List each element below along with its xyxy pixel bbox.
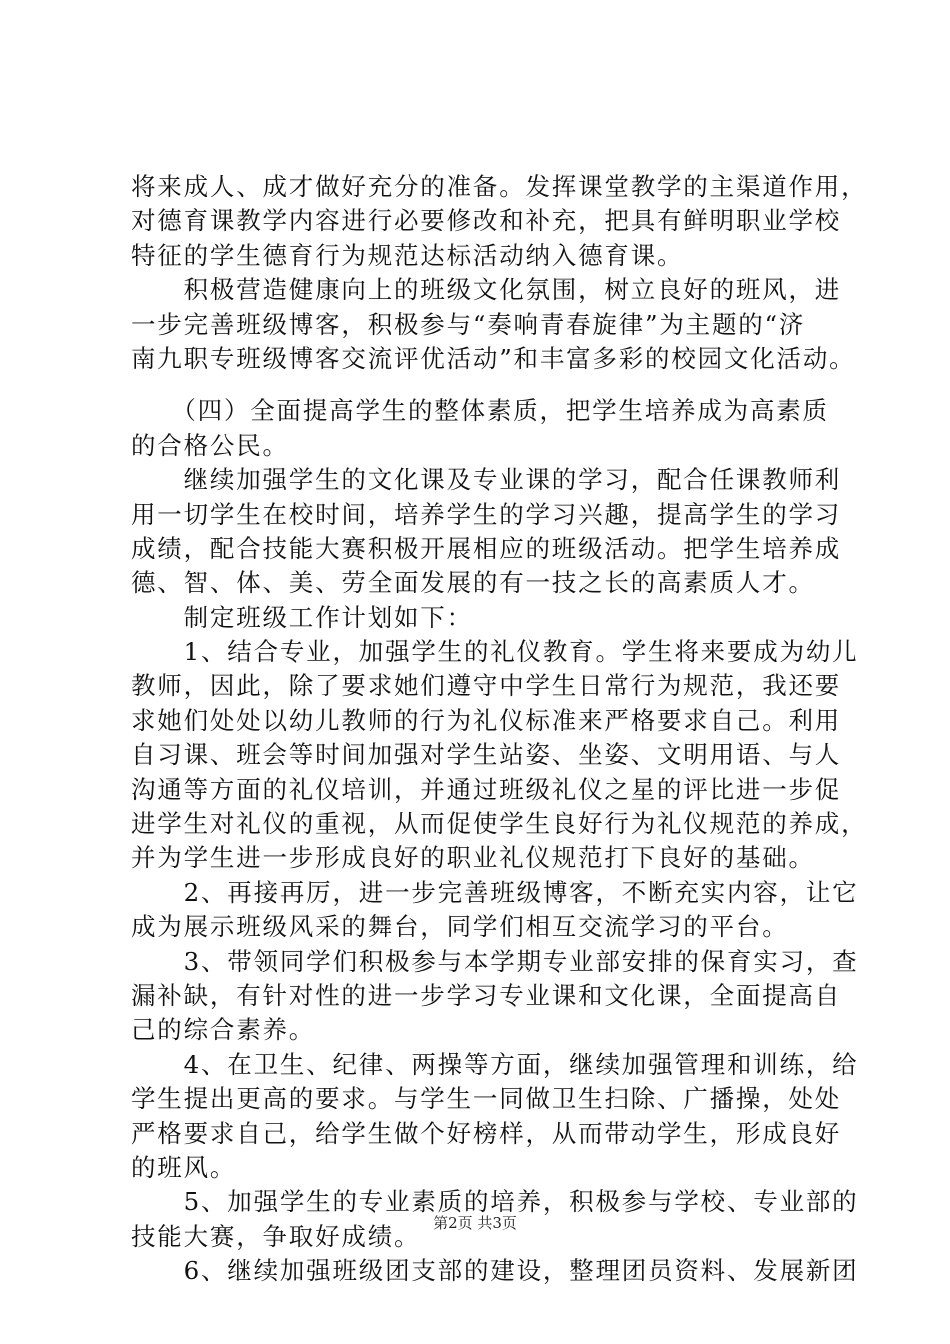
text-line: 进学生对礼仪的重视，从而促使学生良好行为礼仪规范的养成， — [131, 809, 868, 839]
text-line: 的合格公民。 — [131, 430, 289, 460]
text-line: 4、在卫生、纪律、两操等方面，继续加强管理和训练，给 — [131, 1049, 859, 1079]
page-footer — [0, 1212, 950, 1233]
text-line: 并为学生进一步形成良好的职业礼仪规范打下良好的基础。 — [131, 843, 815, 873]
text-line: 漏补缺，有针对性的进一步学习专业课和文化课，全面提高自 — [131, 980, 842, 1010]
text-line: 教师，因此，除了要求她们遵守中学生日常行为规范，我还要 — [131, 671, 842, 701]
text-line: 积极营造健康向上的班级文化氛围，树立良好的班风，进 — [131, 275, 842, 305]
text-line: 特征的学生德育行为规范达标活动纳入德育课。 — [131, 240, 684, 270]
text-line: 技能大赛，争取好成绩。 — [131, 1221, 421, 1251]
text-line: 南九职专班级博客交流评优活动”和丰富多彩的校园文化活动。 — [131, 343, 856, 373]
text-line: 严格要求自己，给学生做个好榜样，从而带动学生，形成良好 — [131, 1118, 842, 1148]
text-line: 5、加强学生的专业素质的培养，积极参与学校、专业部的 — [131, 1187, 859, 1217]
text-line: 的班风。 — [131, 1152, 237, 1182]
text-line: 1、结合专业，加强学生的礼仪教育。学生将来要成为幼儿 — [131, 637, 859, 667]
text-line: 学生提出更高的要求。与学生一同做卫生扫除、广播操，处处 — [131, 1084, 842, 1114]
text-line: 沟通等方面的礼仪培训，并通过班级礼仪之星的评比进一步促 — [131, 774, 842, 804]
page-number-label: 第2页 共3页 — [433, 1214, 517, 1232]
text-line: 将来成人、成才做好充分的准备。发挥课堂教学的主渠道作用， — [131, 172, 868, 201]
text-line: 求她们处处以幼儿教师的行为礼仪标准来严格要求自己。利用 — [131, 705, 842, 735]
document-body — [131, 170, 868, 1289]
text-line: 成为展示班级风采的舞台，同学们相互交流学习的平台。 — [131, 912, 789, 942]
text-line: 自习课、班会等时间加强对学生站姿、坐姿、文明用语、与人 — [131, 740, 842, 770]
text-line: 己的综合素养。 — [131, 1015, 316, 1045]
text-line: 成绩，配合技能大赛积极开展相应的班级活动。把学生培养成 — [131, 533, 842, 563]
paragraph-gap — [131, 376, 843, 394]
text-line: 2、再接再厉，进一步完善班级博客，不断充实内容，让它 — [131, 877, 859, 907]
text-line: 3、带领同学们积极参与本学期专业部安排的保育实习，查 — [131, 946, 859, 976]
text-line: 德、智、体、美、劳全面发展的有一技之长的高素质人才。 — [131, 568, 815, 598]
text-line: 一步完善班级博客，积极参与“奏响青春旋律”为主题的“济 — [131, 309, 806, 339]
text-line: 6、继续加强班级团支部的建设，整理团员资料、发展新团 — [131, 1256, 859, 1286]
text-line: （四）全面提高学生的整体素质，把学生培养成为高素质 — [131, 396, 829, 426]
text-line: 制定班级工作计划如下： — [131, 602, 473, 632]
text-line: 用一切学生在校时间，培养学生的学习兴趣，提高学生的学习 — [131, 499, 842, 529]
text-line: 继续加强学生的文化课及专业课的学习，配合任课教师利 — [131, 465, 842, 495]
text-line: 对德育课教学内容进行必要修改和补充，把具有鲜明职业学校 — [131, 206, 842, 236]
